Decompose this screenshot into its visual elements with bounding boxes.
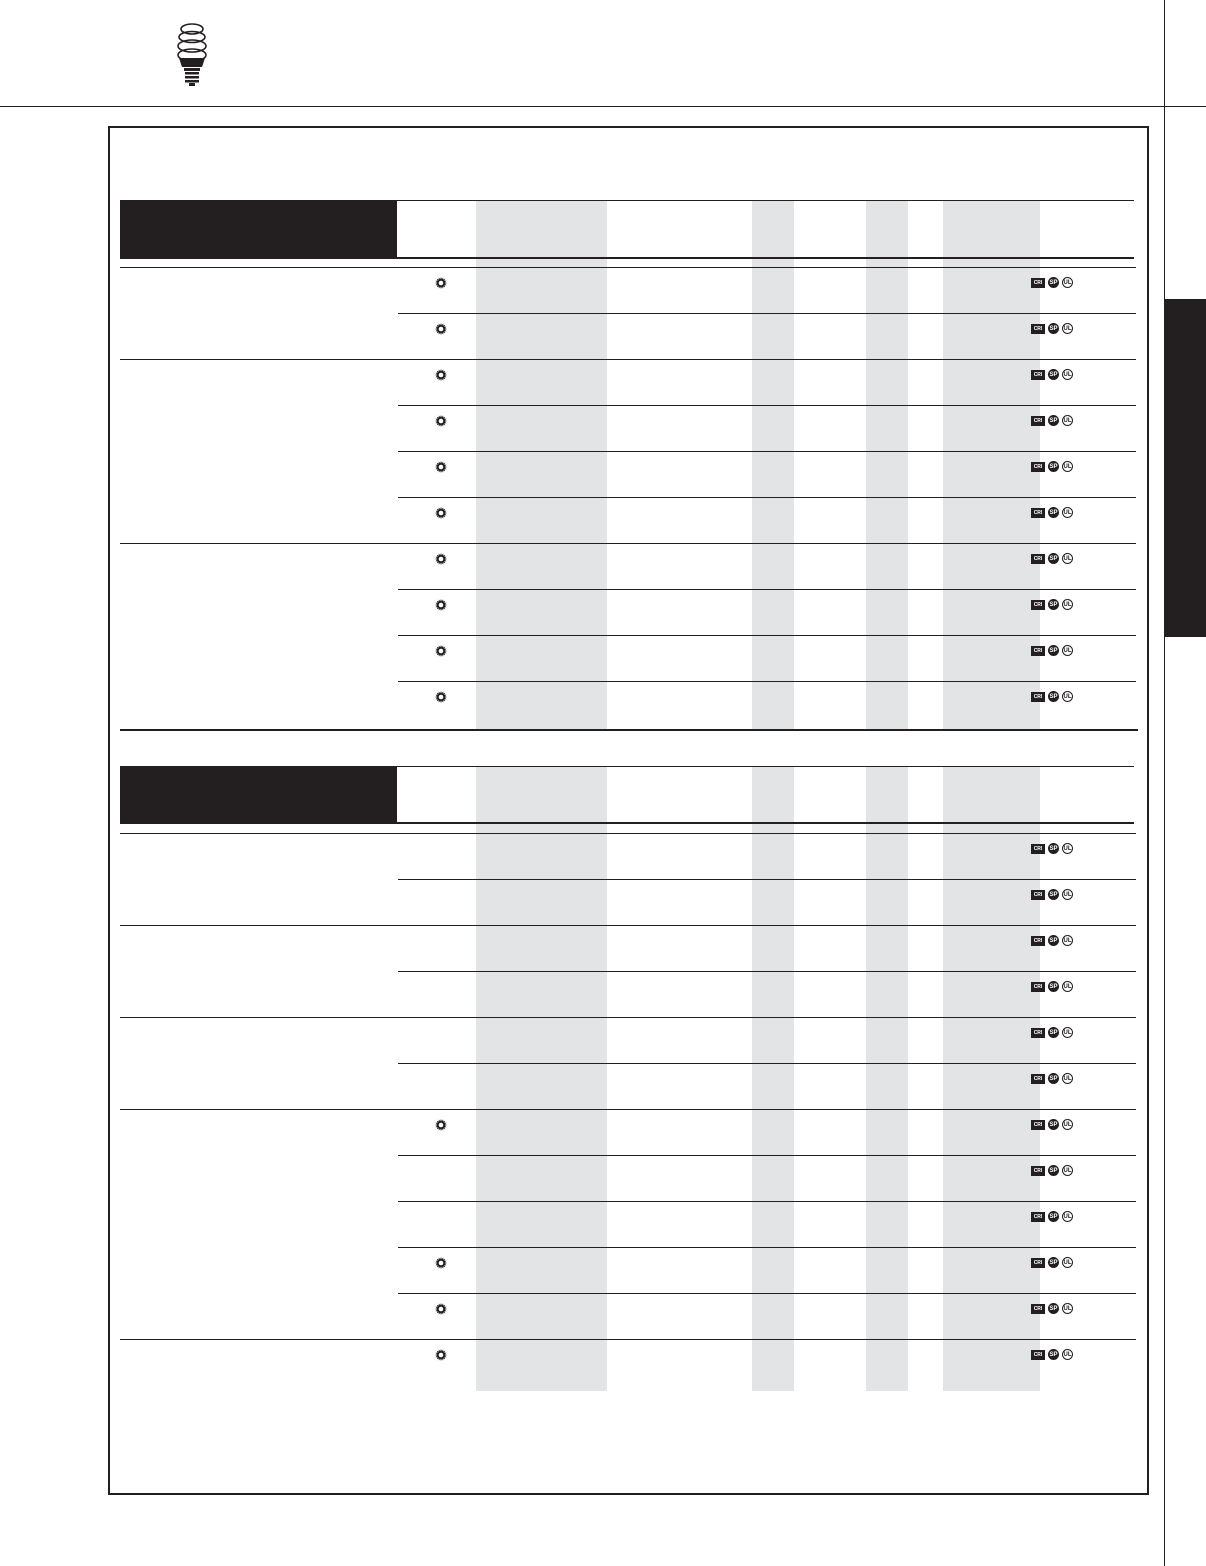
certification-marks (1031, 1303, 1073, 1314)
csa-icon: SP (1048, 1165, 1059, 1176)
cri-icon: CRI (1031, 1120, 1045, 1130)
cri-icon: CRI (1031, 844, 1045, 854)
csa-icon: SP (1048, 645, 1059, 656)
cri-icon: CRI (1031, 1304, 1045, 1314)
table-row-rule (120, 1109, 1136, 1110)
csa-icon: SP (1048, 1027, 1059, 1038)
certification-marks (1031, 889, 1073, 900)
ul-icon: UL (1062, 323, 1073, 334)
ul-icon: UL (1062, 507, 1073, 518)
ul-icon: UL (1062, 1349, 1073, 1360)
cri-icon: CRI (1031, 416, 1045, 426)
ul-icon: UL (1062, 415, 1073, 426)
table-row-rule (398, 635, 1136, 636)
shaded-column (476, 200, 607, 729)
cri-icon: CRI (1031, 278, 1045, 288)
ul-icon: UL (1062, 843, 1073, 854)
cri-icon: CRI (1031, 370, 1045, 380)
starburst-icon (435, 645, 447, 657)
starburst-icon (435, 1257, 447, 1269)
cri-icon: CRI (1031, 890, 1045, 900)
starburst-icon (435, 323, 447, 335)
shaded-column (476, 766, 607, 1391)
ul-icon: UL (1062, 461, 1073, 472)
cri-icon: CRI (1031, 692, 1045, 702)
cri-icon: CRI (1031, 554, 1045, 564)
csa-icon: SP (1048, 935, 1059, 946)
cri-icon: CRI (1031, 1258, 1045, 1268)
starburst-icon (435, 1349, 447, 1361)
section-tab (1164, 299, 1206, 637)
table-header-rule (120, 822, 1134, 824)
starburst-icon (435, 277, 447, 289)
certification-marks (1031, 843, 1073, 854)
certification-marks (1031, 461, 1073, 472)
margin-rule (1164, 0, 1165, 1566)
table-row-rule (398, 1247, 1136, 1248)
csa-icon: SP (1048, 277, 1059, 288)
shaded-column (943, 766, 1040, 1391)
cri-icon: CRI (1031, 1074, 1045, 1084)
table-row-rule (398, 971, 1136, 972)
csa-icon: SP (1048, 691, 1059, 702)
certification-marks (1031, 277, 1073, 288)
certification-marks (1031, 935, 1073, 946)
csa-icon: SP (1048, 1303, 1059, 1314)
certification-marks (1031, 645, 1073, 656)
starburst-icon (435, 415, 447, 427)
table-row-rule (398, 451, 1136, 452)
starburst-icon (435, 507, 447, 519)
certification-marks (1031, 415, 1073, 426)
ul-icon: UL (1062, 369, 1073, 380)
table-row-rule (398, 313, 1136, 314)
cri-icon: CRI (1031, 646, 1045, 656)
certification-marks (1031, 369, 1073, 380)
csa-icon: SP (1048, 843, 1059, 854)
ul-icon: UL (1062, 889, 1073, 900)
cri-icon: CRI (1031, 1350, 1045, 1360)
cri-icon: CRI (1031, 324, 1045, 334)
table-row-rule (120, 925, 1136, 926)
starburst-icon (435, 553, 447, 565)
certification-marks (1031, 507, 1073, 518)
certification-marks (1031, 1257, 1073, 1268)
starburst-icon (435, 1119, 447, 1131)
table-row-rule (120, 1017, 1136, 1018)
ul-icon: UL (1062, 645, 1073, 656)
certification-marks (1031, 691, 1073, 702)
table-row-rule (398, 1063, 1136, 1064)
certification-marks (1031, 1165, 1073, 1176)
cri-icon: CRI (1031, 936, 1045, 946)
table-row-rule (398, 405, 1136, 406)
ul-icon: UL (1062, 1027, 1073, 1038)
csa-icon: SP (1048, 1257, 1059, 1268)
shaded-column (752, 200, 794, 729)
table-header-rule (120, 257, 1134, 259)
starburst-icon (435, 691, 447, 703)
ul-icon: UL (1062, 1211, 1073, 1222)
ul-icon: UL (1062, 1165, 1073, 1176)
cri-icon: CRI (1031, 600, 1045, 610)
csa-icon: SP (1048, 461, 1059, 472)
certification-marks (1031, 981, 1073, 992)
table-row-rule (120, 543, 1136, 544)
table-row-rule (120, 267, 1136, 268)
csa-icon: SP (1048, 553, 1059, 564)
csa-icon: SP (1048, 1349, 1059, 1360)
table-bottom-rule (120, 729, 1138, 731)
ul-icon: UL (1062, 1119, 1073, 1130)
ul-icon: UL (1062, 277, 1073, 288)
csa-icon: SP (1048, 415, 1059, 426)
table-row-rule (398, 1201, 1136, 1202)
csa-icon: SP (1048, 889, 1059, 900)
table-row-rule (120, 833, 1136, 834)
shaded-column (866, 200, 908, 729)
cri-icon: CRI (1031, 1166, 1045, 1176)
csa-icon: SP (1048, 599, 1059, 610)
shaded-column (752, 766, 794, 1391)
table-row-rule (398, 681, 1136, 682)
certification-marks (1031, 553, 1073, 564)
table-row-rule (398, 1155, 1136, 1156)
ul-icon: UL (1062, 691, 1073, 702)
ul-icon: UL (1062, 553, 1073, 564)
csa-icon: SP (1048, 323, 1059, 334)
csa-icon: SP (1048, 507, 1059, 518)
certification-marks (1031, 1119, 1073, 1130)
certification-marks (1031, 1027, 1073, 1038)
table-header-block (120, 766, 397, 822)
csa-icon: SP (1048, 1073, 1059, 1084)
cri-icon: CRI (1031, 508, 1045, 518)
certification-marks (1031, 1349, 1073, 1360)
table-header-block (120, 200, 397, 257)
cri-icon: CRI (1031, 982, 1045, 992)
ul-icon: UL (1062, 1303, 1073, 1314)
table-row-rule (398, 879, 1136, 880)
starburst-icon (435, 369, 447, 381)
certification-marks (1031, 323, 1073, 334)
starburst-icon (435, 461, 447, 473)
table-row-rule (120, 359, 1136, 360)
shaded-column (943, 200, 1040, 729)
ul-icon: UL (1062, 1073, 1073, 1084)
cfl-spiral-bulb-icon (174, 20, 210, 86)
ul-icon: UL (1062, 599, 1073, 610)
shaded-column (866, 766, 908, 1391)
cri-icon: CRI (1031, 1028, 1045, 1038)
csa-icon: SP (1048, 981, 1059, 992)
certification-marks (1031, 1211, 1073, 1222)
table-row-rule (398, 1293, 1136, 1294)
cri-icon: CRI (1031, 1212, 1045, 1222)
table-row-rule (398, 589, 1136, 590)
ul-icon: UL (1062, 981, 1073, 992)
header-rule (0, 106, 1206, 107)
csa-icon: SP (1048, 1211, 1059, 1222)
cri-icon: CRI (1031, 462, 1045, 472)
certification-marks (1031, 599, 1073, 610)
starburst-icon (435, 1303, 447, 1315)
table-row-rule (398, 497, 1136, 498)
csa-icon: SP (1048, 369, 1059, 380)
starburst-icon (435, 599, 447, 611)
ul-icon: UL (1062, 935, 1073, 946)
table-row-rule (120, 1339, 1136, 1340)
csa-icon: SP (1048, 1119, 1059, 1130)
ul-icon: UL (1062, 1257, 1073, 1268)
certification-marks (1031, 1073, 1073, 1084)
